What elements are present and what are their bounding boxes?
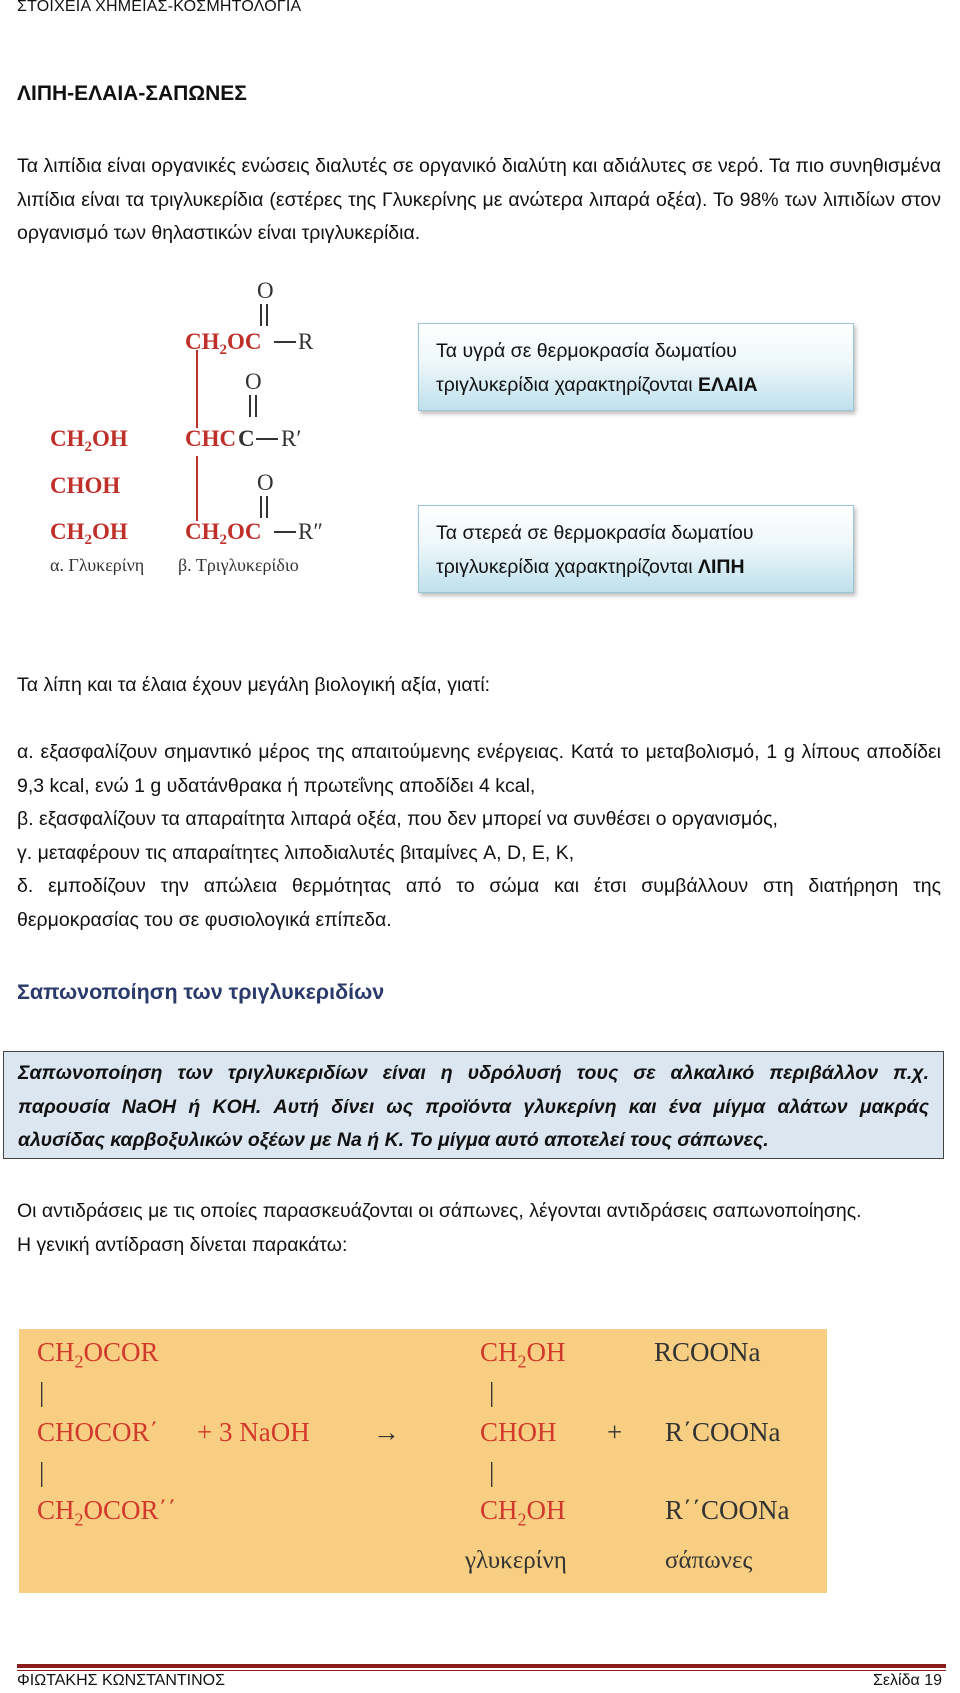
glycerin-caption: α. Γλυκερίνη (50, 555, 145, 575)
value-point-b: β. εξασφαλίζουν τα απαραίτητα λιπαρά οξέα, που δεν μπορεί να συνθέσει ο οργανισμός, (17, 808, 778, 830)
triglyceride-diagram (40, 278, 340, 588)
intro-text: Τα λιπίδια είναι οργανικές ενώσεις διαλυτές σε οργανικό διαλύτη και αδιάλυτες σε νερό. Τα πιο συνηθισμένα λιπίδια είναι τα τριγλυκερίδια (εστέρες της Γλυκερίνης με ανώτερα λιπαρά οξέα). Το 98% των λιπιδίων στον οργανισμό των θηλαστικών είναι τριγλυκερίδια. (17, 155, 941, 244)
svg-text:C: C (238, 426, 255, 451)
product-glycerin-3: $CH_2OH$ (480, 1495, 566, 1530)
product-glycerin-1: $CH_2OH$ (480, 1337, 566, 1372)
fats-term: ΛΙΠΗ (697, 556, 745, 578)
naoh-reagent: + 3 NaOH (197, 1417, 310, 1447)
triglyceride-structure-figure (40, 278, 340, 588)
fats-info-text: Τα στερεά σε θερμοκρασία δωματίου τριγλυκερίδια χαρακτηρίζονται (436, 522, 754, 578)
value-intro (17, 669, 941, 703)
footer-rule-thin (17, 1670, 946, 1671)
triglyceride-line-3: $CH_2OC$ (185, 519, 262, 548)
group-r-double-prime: R″ (298, 519, 323, 544)
plus-sign: + (607, 1417, 623, 1447)
saponification-heading: Σαπωνοποίηση των τριγλυκεριδίων (17, 980, 385, 1004)
svg-text:O: O (245, 369, 262, 394)
saponification-reaction: $CH_2OCOR$ | CHOCOR΄ + 3 NaOH | $CH_2OCOR΄΄$ → $CH_2OH$ | CHOH | $CH_2OH$ + RCOONa R΄COONa R΄΄COONa γλυκερίνη σάπωνες (19, 1329, 827, 1593)
group-r: R (298, 329, 314, 354)
reactions-text: Οι αντιδράσεις με τις οποίες παρασκευάζονται οι σάπωνες, λέγονται αντιδράσεις σαπωνοποίησης. (17, 1200, 862, 1222)
value-points-list (17, 736, 941, 937)
soap-1: RCOONa (654, 1337, 761, 1367)
value-point-c: γ. μεταφέρουν τις απαραίτητες λιποδιαλυτές βιταμίνες A, D, E, K, (17, 841, 575, 864)
triglyceride-line-1: $CH_2OC$ (185, 329, 262, 358)
glycerin-line-1: $CH_2OH$ (50, 426, 128, 455)
value-intro-text: Τα λίπη και τα έλαια έχουν μεγάλη βιολογική αξία, γιατί: (17, 674, 491, 696)
group-r-prime: R′ (281, 426, 302, 451)
soap-3: R΄΄COONa (665, 1495, 790, 1525)
triglyceride-line-2: CHC (185, 426, 237, 451)
glycerin-line-2: CHOH (50, 473, 121, 498)
reactant-line-3: $CH_2OCOR΄΄$ (37, 1495, 177, 1530)
definition-text: Σαπωνοποίηση των τριγλυκεριδίων είναι η υδρόλυσή τους σε αλκαλικό περιβάλλον π.χ. παρουσία NaOH ή KOH. Αυτή δίνει ως προϊόντα γλυκερίνη και ένα μίγμα αλάτων μακράς αλυσίδας καρβοξυλικών οξέων με Na ή K. Το μίγμα αυτό αποτελεί τους σάπωνες. (18, 1062, 929, 1151)
triglyceride-caption: β. Τριγλυκερίδιο (178, 555, 299, 575)
product-glycerin-2: CHOH (480, 1417, 557, 1447)
glycerin-line-3: $CH_2OH$ (50, 519, 128, 548)
svg-text:O: O (257, 470, 274, 495)
glycerin-label: γλυκερίνη (465, 1547, 567, 1574)
value-point-a: α. εξασφαλίζουν σημαντικό μέρος της απαιτούμενης ενέργειας. Κατά το μεταβολισμό, 1 g λίπους αποδίδει 9,3 kcal, ενώ 1 g υδατάνθρακα ή πρωτεΐνης αποδίδει 4 kcal, (17, 741, 941, 797)
fats-info-box (418, 505, 854, 593)
svg-text:O: O (257, 278, 274, 303)
reaction-arrow: → (373, 1417, 400, 1447)
value-point-d: δ. εμποδίζουν την απώλεια θερμότητας από το σώμα και έτσι συμβάλλουν στη διατήρηση της θερμοκρασίας του σε φυσιολογικά επίπεδα. (17, 875, 941, 931)
general-reaction-text: Η γενική αντίδραση δίνεται παρακάτω: (17, 1233, 348, 1256)
oils-info-text: Τα υγρά σε θερμοκρασία δωματίου τριγλυκερίδια χαρακτηρίζονται (436, 340, 737, 396)
running-header: ΣΤΟΙΧΕΙΑ ΧΗΜΕΙΑΣ-ΚΟΣΜΗΤΟΛΟΓΙΑ (17, 0, 302, 15)
section-heading: ΛΙΠΗ-ΕΛΑΙΑ-ΣΑΠΩΝΕΣ (17, 82, 247, 105)
oils-info-box (418, 323, 854, 411)
reactant-line-2: CHOCOR΄ (37, 1417, 159, 1447)
reactions-paragraph (17, 1195, 941, 1262)
footer-rule (17, 1664, 946, 1668)
reactant-line-1: $CH_2OCOR$ (37, 1337, 159, 1372)
definition-box (3, 1051, 944, 1159)
oils-term: ΕΛΑΙΑ (697, 374, 758, 396)
footer-author: ΦΙΩΤΑΚΗΣ ΚΩΝΣΤΑΝΤΙΝΟΣ (17, 1672, 225, 1689)
footer-page-number: Σελίδα 19 (873, 1672, 942, 1689)
soap-2: R΄COONa (665, 1417, 781, 1447)
intro-paragraph (17, 150, 941, 251)
soaps-label: σάπωνες (665, 1547, 753, 1574)
